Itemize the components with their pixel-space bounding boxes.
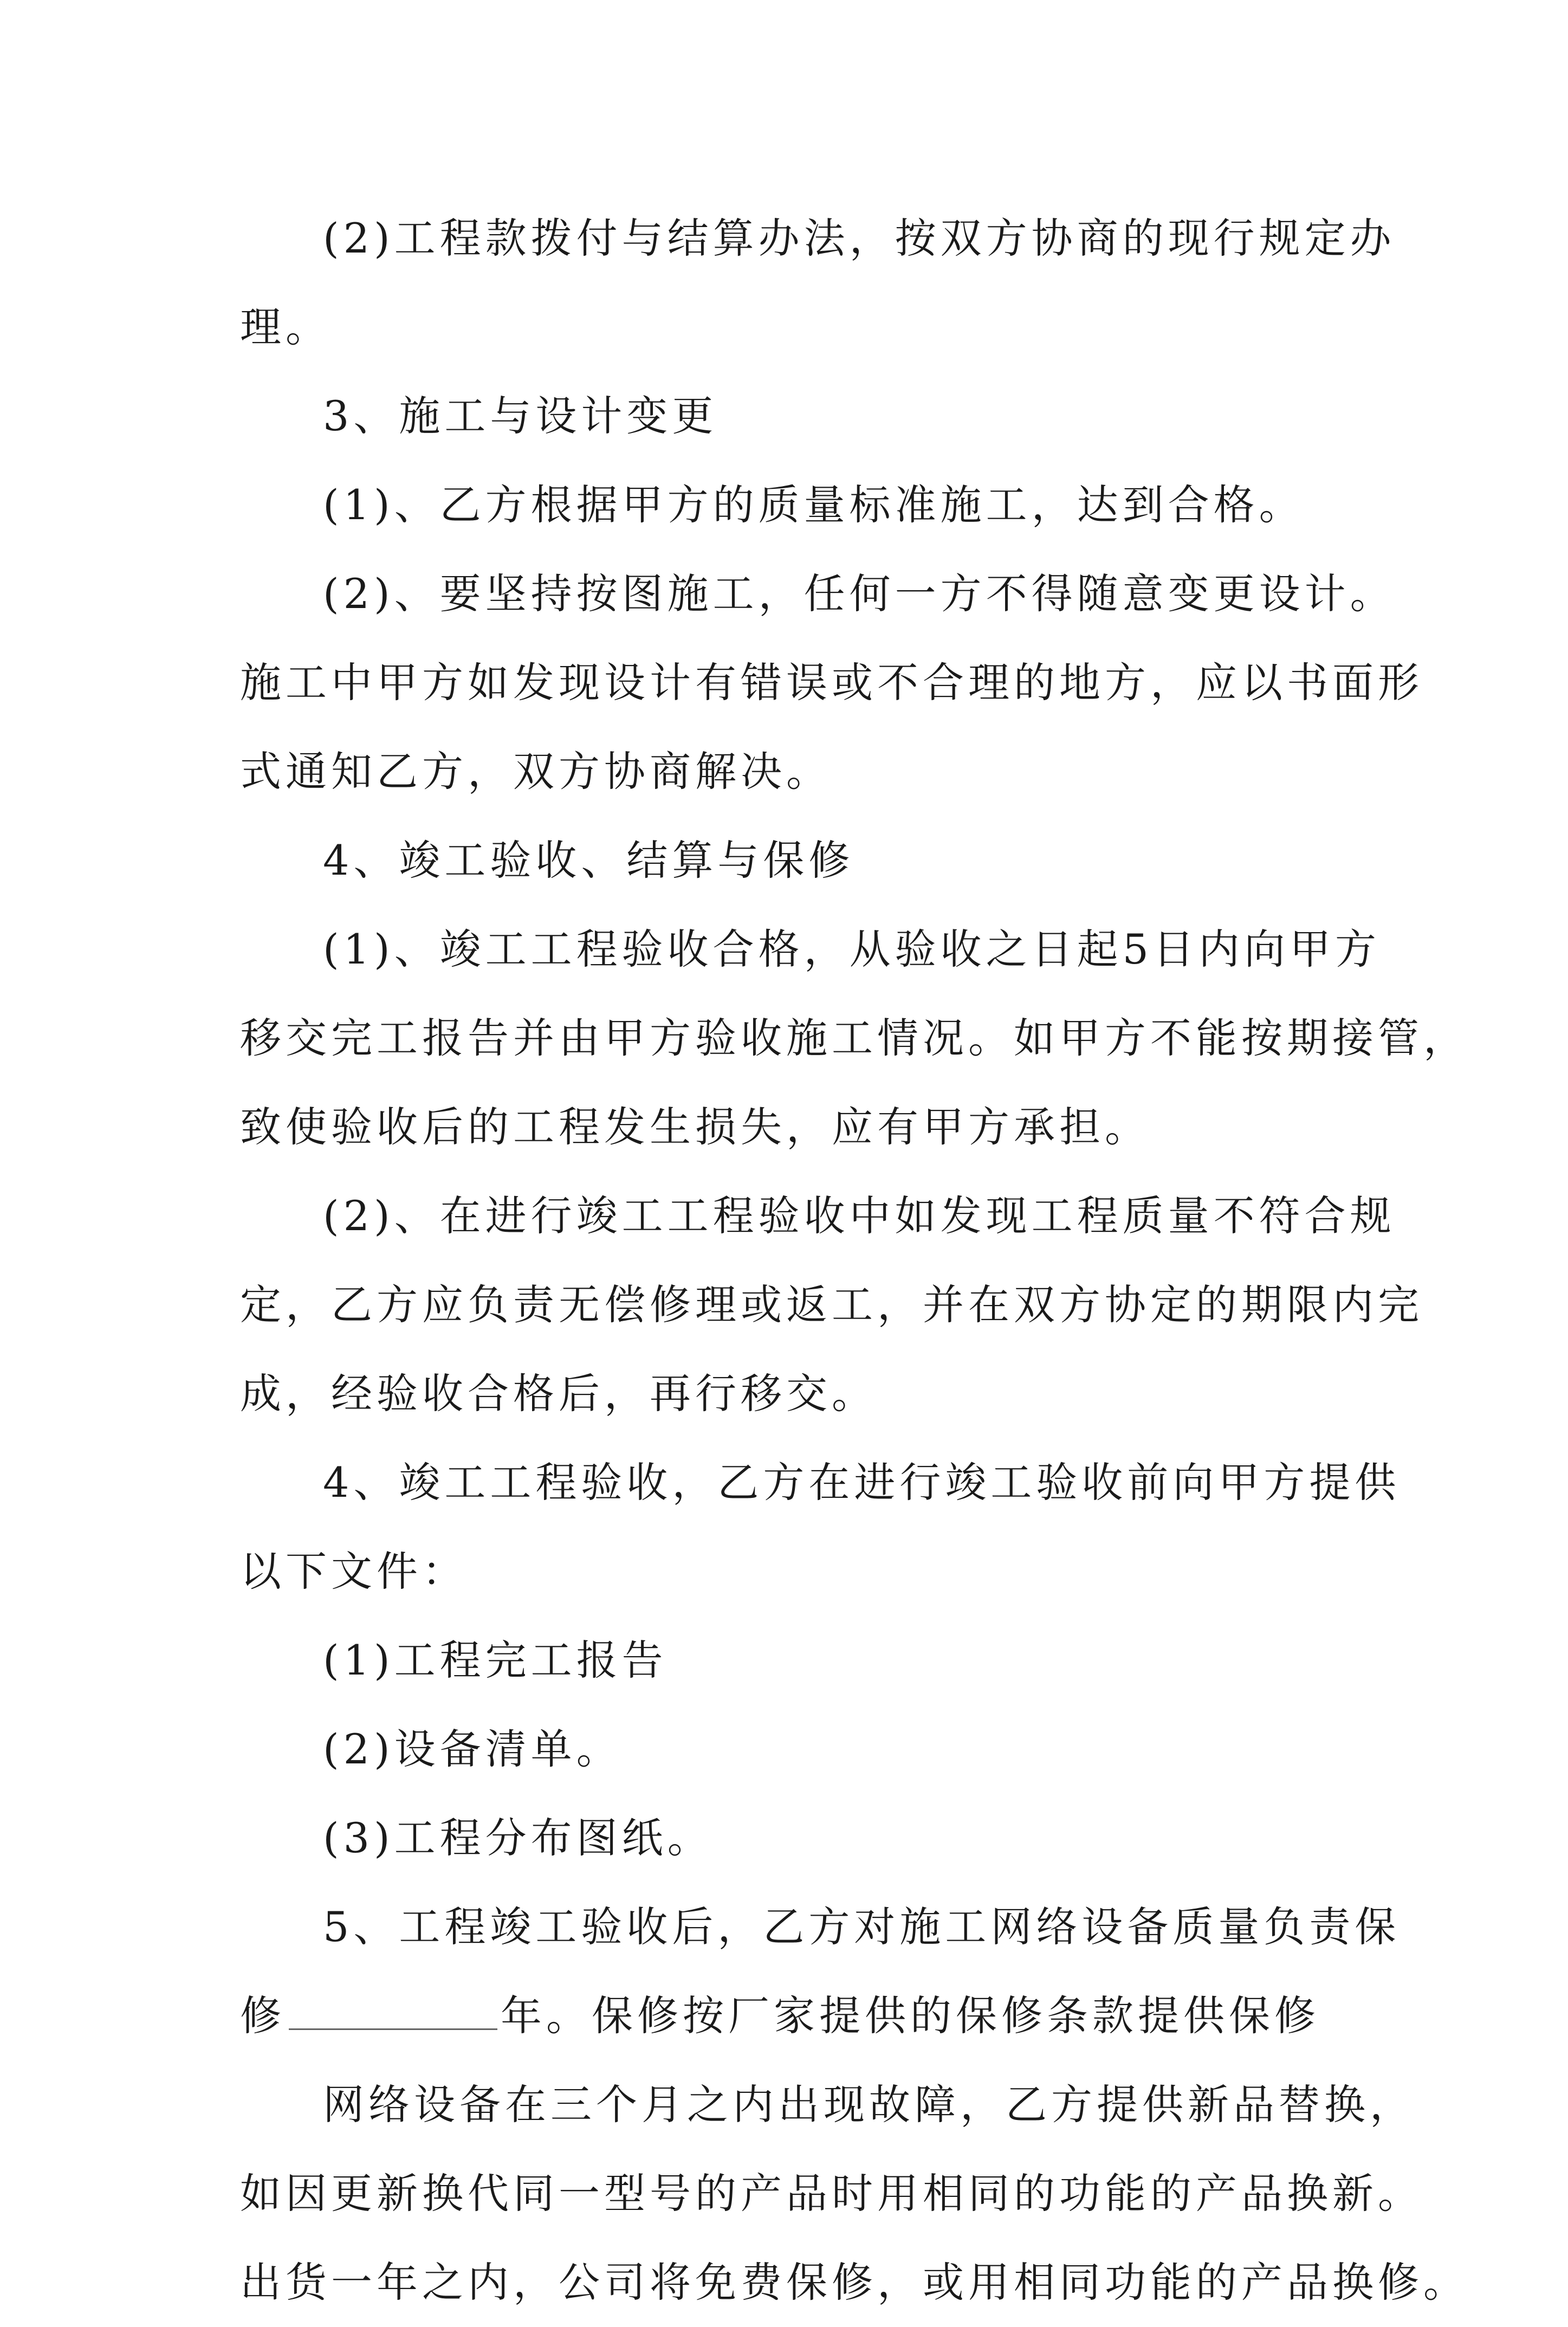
- text-line: 以下文件：: [240, 1547, 468, 1595]
- text-line: 出货一年之内，公司将免费保修，或用相同功能的产品换修。: [240, 2258, 1469, 2306]
- text-line: (2)、要坚持按图施工，任何一方不得随意变更设计。: [323, 570, 1396, 618]
- section-heading: 4、竣工验收、结算与保修: [323, 836, 854, 884]
- text-line: 式通知乙方，双方协商解决。: [240, 747, 832, 796]
- warranty-text-after: 年。保修按厂家提供的保修条款提供保修: [501, 1992, 1320, 2040]
- text-line: 定，乙方应负责无偿修理或返工，并在双方协定的期限内完: [240, 1281, 1423, 1329]
- list-item: (3)工程分布图纸。: [323, 1814, 713, 1862]
- text-line: 移交完工报告并由甲方验收施工情况。如甲方不能按期接管，: [240, 1014, 1469, 1062]
- section-heading: 3、施工与设计变更: [323, 392, 718, 440]
- warranty-line: [240, 1972, 1356, 2060]
- warranty-text-before: 修: [240, 1992, 286, 2040]
- text-line: (2)工程款拨付与结算办法，按双方协商的现行规定办: [323, 214, 1396, 262]
- warranty-years-blank: [289, 1996, 497, 2030]
- section-heading: 4、竣工工程验收，乙方在进行竣工验收前向甲方提供: [323, 1458, 1401, 1507]
- text-line: 施工中甲方如发现设计有错误或不合理的地方，应以书面形: [240, 658, 1423, 707]
- text-line: 致使验收后的工程发生损失，应有甲方承担。: [240, 1103, 1150, 1151]
- text-line: 如因更新换代同一型号的产品时用相同的功能的产品换新。: [240, 2169, 1423, 2218]
- section-heading: 5、工程竣工验收后，乙方对施工网络设备质量负责保: [323, 1903, 1401, 1951]
- text-line: (1)、乙方根据甲方的质量标准施工，达到合格。: [323, 481, 1305, 529]
- text-line: 成，经验收合格后，再行移交。: [240, 1369, 877, 1418]
- text-line: 网络设备在三个月之内出现故障，乙方提供新品替换，: [323, 2080, 1415, 2129]
- text-line: (2)、在进行竣工工程验收中如发现工程质量不符合规: [323, 1192, 1396, 1240]
- text-line: 理。: [240, 303, 331, 351]
- text-line: (1)、竣工工程验收合格，从验收之日起5日内向甲方: [323, 925, 1381, 973]
- list-item: (1)工程完工报告: [323, 1636, 668, 1684]
- document-body: [240, 194, 1469, 2327]
- list-item: (2)设备清单。: [323, 1725, 622, 1773]
